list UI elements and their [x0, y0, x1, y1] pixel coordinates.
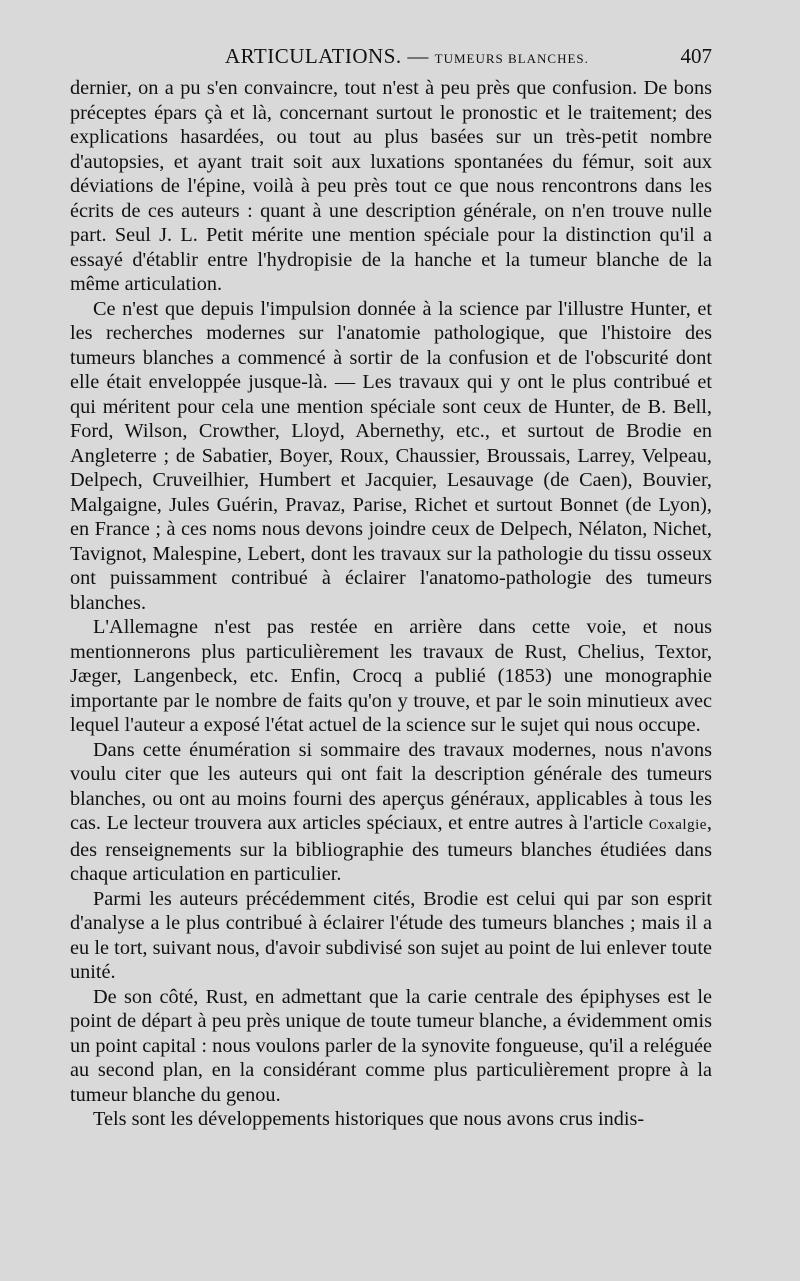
paragraph-7: Tels sont les développements historiques que nous avons crus indis-	[93, 1108, 645, 1130]
paragraph-5: Parmi les auteurs précédemment cités, Brodie est celui qui par son esprit d'analyse a le plus contribué à éclairer l'étude des tumeurs blanches ; mais il a eu le tort, suivant nous, d'avoir subdivisé son sujet au point de lui enlever toute unité.	[70, 887, 712, 983]
paragraph-1: dernier, on a pu s'en convaincre, tout n'est à peu près que confusion. De bons préceptes épars çà et là, concernant surtout le pronostic et le traitement; des explications hasardées, ou tout au plus basées sur un très-petit nombre d'autopsies, et ayant trait soit aux luxations spontanées du fémur, soit aux déviations de l'épine, voilà à peu près tout ce que nous rencontrons dans les écrits de ces auteurs : quant à une description générale, on n'en trouve nulle part. Seul J. L. Petit mérite une mention spéciale pour la distinction qu'il a essayé d'établir entre l'hydropisie de la hanche et la tumeur blanche de la même articulation.	[70, 77, 712, 295]
running-title: ARTICULATIONS. — TUMEURS BLANCHES.	[225, 44, 589, 68]
coxalgie-reference: Coxalgie	[648, 817, 707, 833]
paragraph-3: L'Allemagne n'est pas restée en arrière dans cette voie, et nous mentionnerons plus particulièrement les travaux de Rust, Chelius, Textor, Jæger, Langenbeck, etc. Enfin, Crocq a publié (1853) une monographie importante par le nombre de faits qu'on y trouve, et par le soin minutieux avec lequel l'auteur a exposé l'état actuel de la science sur le sujet qui nous occupe.	[70, 616, 712, 736]
paragraph-6: De son côté, Rust, en admettant que la carie centrale des épiphyses est le point de départ à peu près unique de toute tumeur blanche, a évidemment omis un point capital : nous voulons parler de la synovite fongueuse, qu'il a reléguée au second plan, en la considérant comme plus particulièrement propre à la tumeur blanche du genou.	[70, 985, 712, 1106]
paragraph-2: Ce n'est que depuis l'impulsion donnée à la science par l'illustre Hunter, et les recherches modernes sur l'anatomie pathologique, que l'histoire des tumeurs blanches a commencé à sortir de la confusion et de l'obscurité dont elle était enveloppée jusque-là. — Les travaux qui y ont le plus contribué et qui méritent pour cela une mention spéciale sont ceux de Hunter, de B. Bell, Ford, Wilson, Crowther, Lloyd, Abernethy, etc., et surtout de Brodie en Angleterre ; de Sabatier, Boyer, Roux, Chaussier, Broussais, Larrey, Velpeau, Delpech, Cruveilhier, Humbert et Jacquier, Lesauvage (de Caen), Bouvier, Malgaigne, Jules Guérin, Pravaz, Parise, Richet et surtout Bonnet (de Lyon), en France ; à ces noms nous devons joindre ceux de Delpech, Nélaton, Nichet, Tavignot, Malespine, Lebert, dont les travaux sur la pathologie du tissu osseux ont puissamment contribué à éclairer l'anatomo-pathologie des tumeurs blanches.	[70, 297, 712, 614]
page-number: 407	[680, 44, 712, 68]
running-header	[70, 44, 712, 72]
paragraph-4: Dans cette énumération si sommaire des travaux modernes, nous n'avons voulu citer que les auteurs qui ont fait la description générale des tumeurs blanches, ou ont au moins fourni des aperçus généraux, applicables à tous les cas. Le lecteur trouvera aux articles spéciaux, et entre autres à l'article Coxalgie, des renseignements sur la bibliographie des tumeurs blanches étudiées dans chaque articulation en particulier.	[70, 738, 712, 885]
body-text	[70, 76, 712, 1132]
running-subtitle: TUMEURS BLANCHES.	[434, 51, 589, 66]
